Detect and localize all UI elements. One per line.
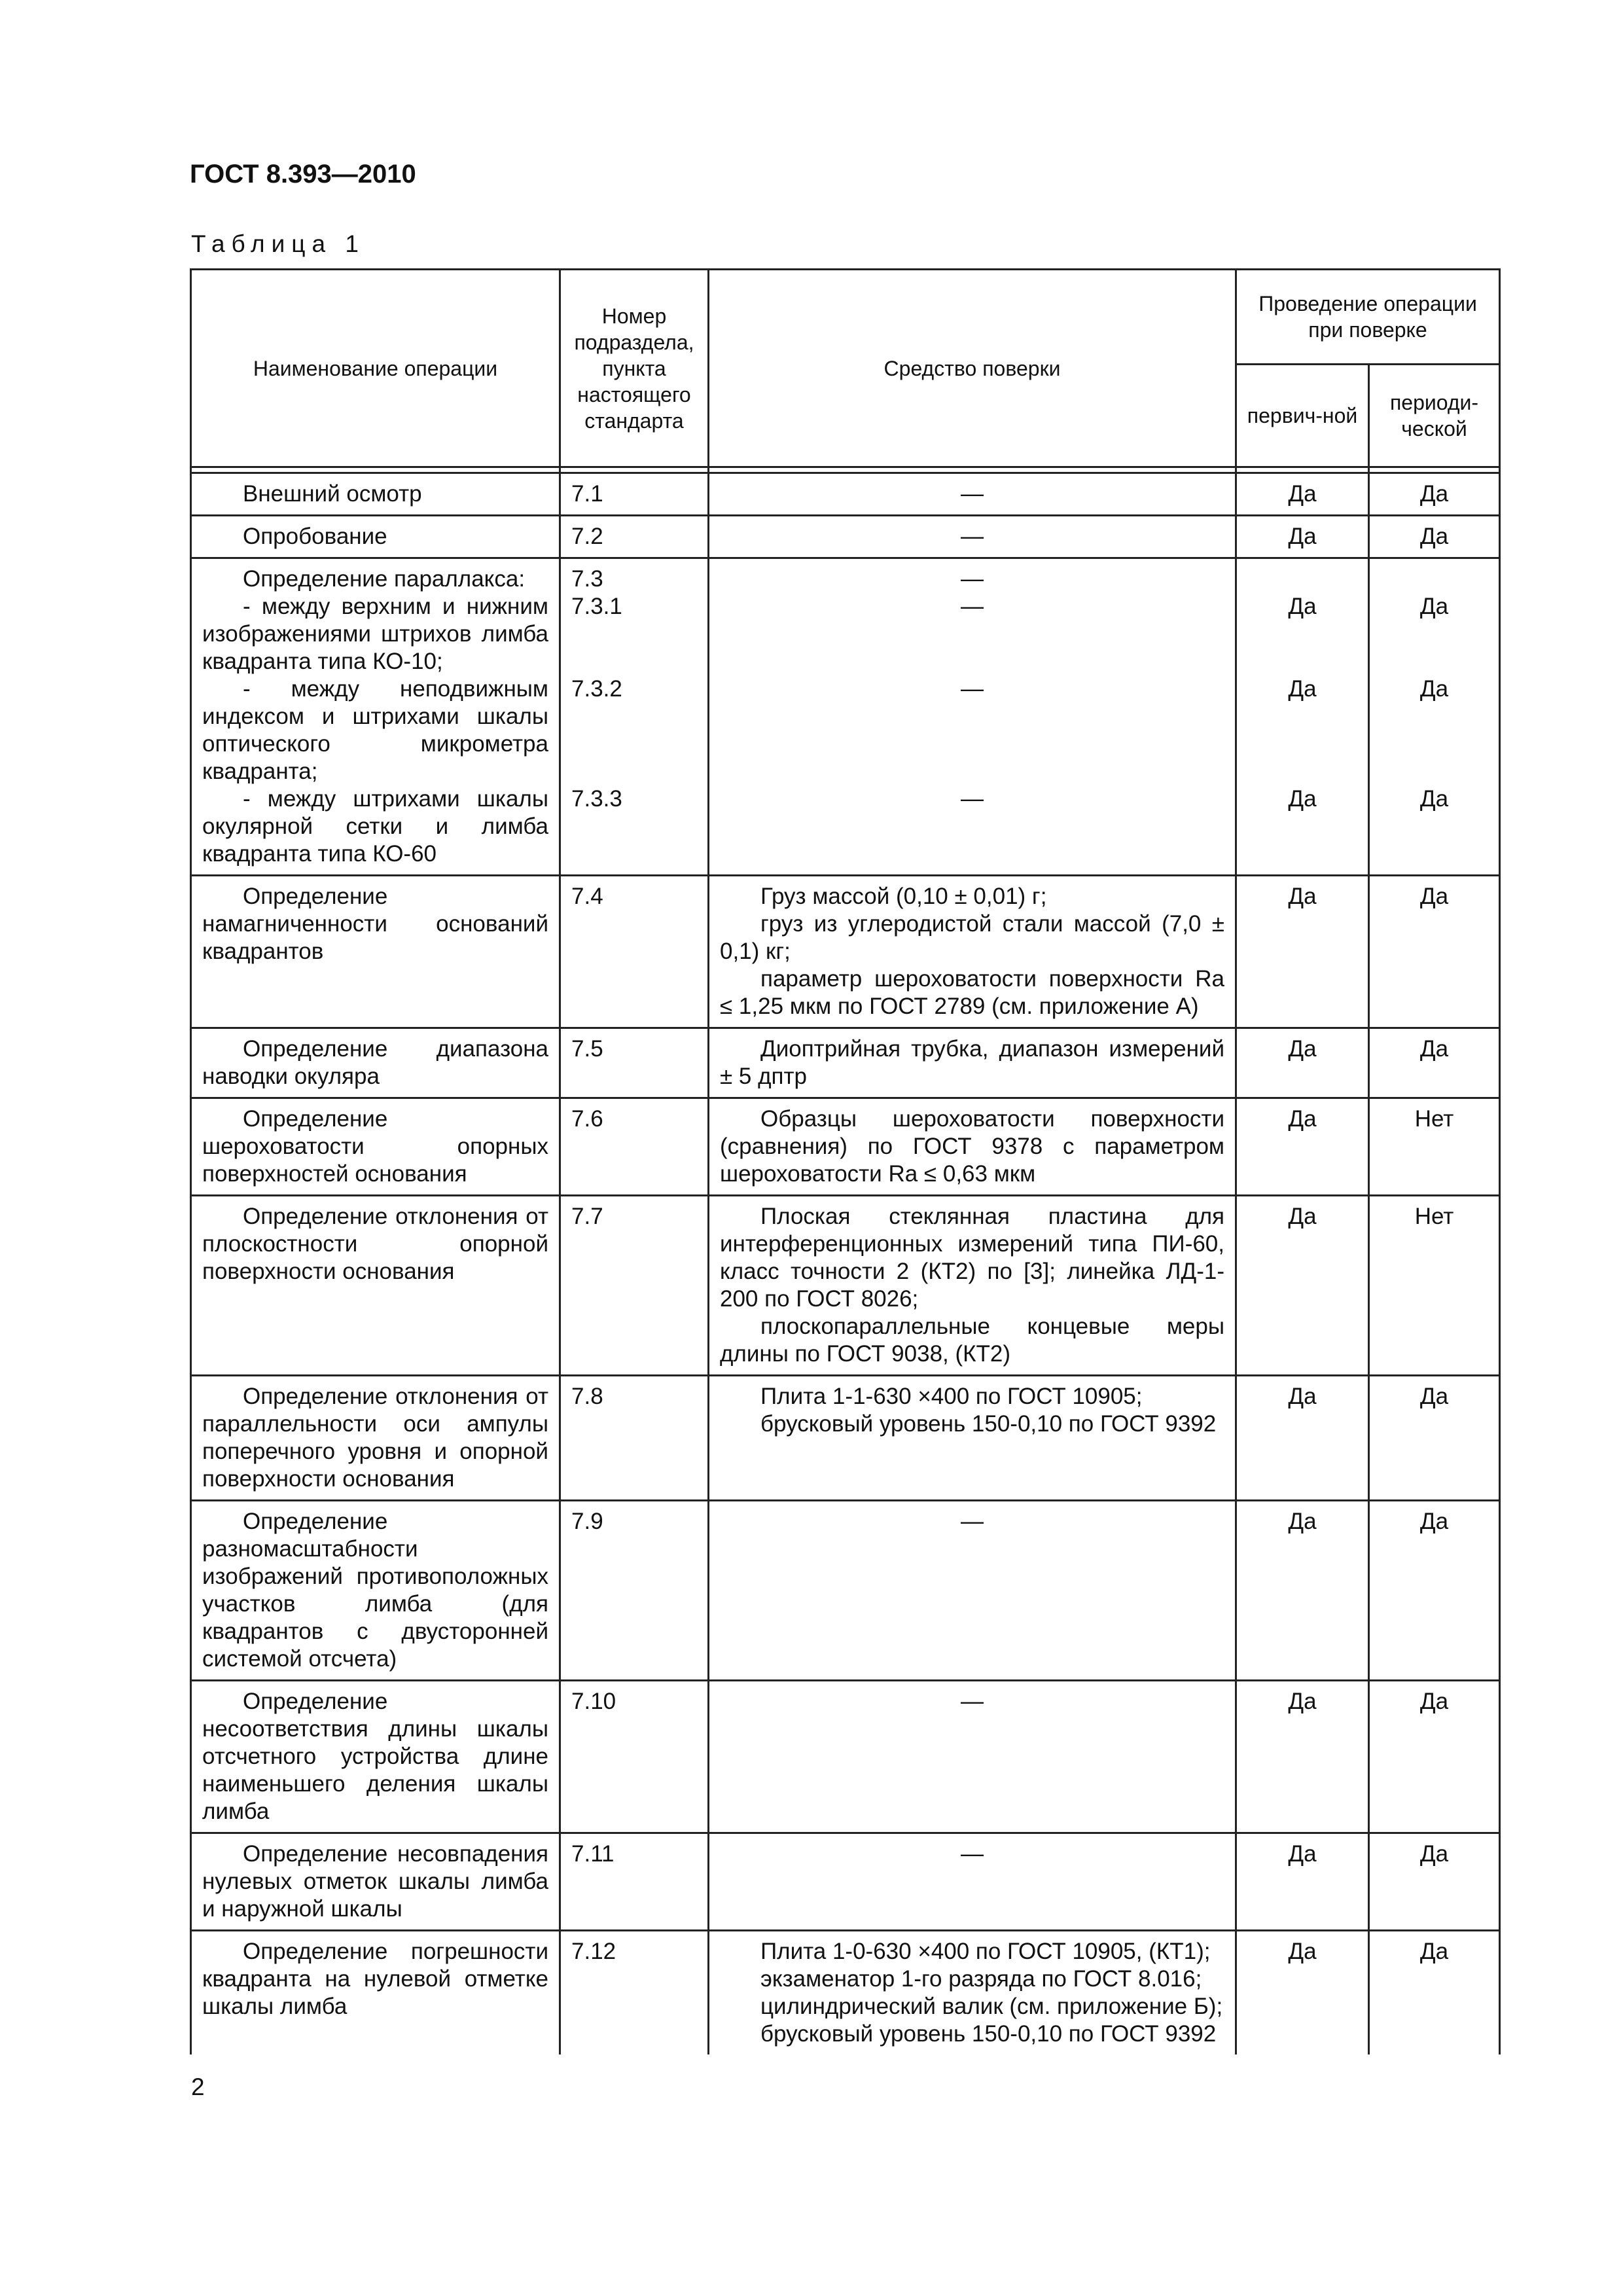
- table-row: [191, 1931, 1500, 2055]
- section-number: 7.4: [560, 876, 709, 1028]
- operation-name: Определение несовпадения нулевых отметок шкалы лимба и наружной шкалы: [191, 1833, 560, 1931]
- periodic-value: Да: [1369, 1833, 1500, 1931]
- header-periodic: периоди-ческой: [1369, 365, 1500, 467]
- table-row: [191, 1376, 1500, 1501]
- operation-name: Определение несоответствия длины шкалы отсчетного устройства длине наименьшего деления шкалы лимба: [191, 1681, 560, 1833]
- verification-tool: Образцы шероховатости поверхности (сравнения) по ГОСТ 9378 с параметром шероховатости Ra ≤ 0,63 мкм: [709, 1098, 1236, 1196]
- header-conduct: Проведение операции при поверке: [1236, 270, 1500, 365]
- section-number: 7.12: [560, 1931, 709, 2055]
- primary-value: Да: [1236, 1376, 1369, 1501]
- operation-name: Определение отклонения от параллельности оси ампулы поперечного уровня и опорной поверхности основания: [191, 1376, 560, 1501]
- header-section-number: Номер подраздела, пункта настоящего стандарта: [560, 270, 709, 467]
- section-number: 7.11: [560, 1833, 709, 1931]
- verification-tool: —: [709, 1501, 1236, 1681]
- table-row: [191, 1681, 1500, 1833]
- periodic-value: Нет: [1369, 1196, 1500, 1376]
- periodic-value: Да: [1369, 516, 1500, 558]
- table-row: [191, 473, 1500, 516]
- operation-name: [191, 558, 560, 876]
- primary-value: Да: [1236, 473, 1369, 516]
- operation-name: Определение погрешности квадранта на нулевой отметке шкалы лимба: [191, 1931, 560, 2055]
- section-number: 7.3 7.3.1 7.3.2 7.3.3: [560, 558, 709, 876]
- verification-tool: Диоптрийная трубка, диапазон измерений ± 5 дптр: [709, 1028, 1236, 1098]
- operation-name: Определение намагниченности оснований квадрантов: [191, 876, 560, 1028]
- operations-table: [190, 268, 1501, 2054]
- primary-value: Да: [1236, 1098, 1369, 1196]
- section-number: 7.8: [560, 1376, 709, 1501]
- parallax-sub-3: - между штрихами шкалы окулярной сетки и лимба квадранта типа КО-60: [202, 786, 548, 867]
- parallax-sub-1: - между верхним и нижним изображениями штрихов лимба квадранта типа КО-10;: [202, 594, 548, 674]
- verification-tool: —: [709, 1681, 1236, 1833]
- table-caption: Таблица 1: [191, 230, 365, 257]
- table-row: [191, 1833, 1500, 1931]
- section-number: 7.5: [560, 1028, 709, 1098]
- section-number: 7.2: [560, 516, 709, 558]
- verification-tool: Плита 1-0-630 ×400 по ГОСТ 10905, (КТ1); экзаменатор 1-го разряда по ГОСТ 8.016; цилиндрический валик (см. приложение Б); брусковый уровень 150-0,10 по ГОСТ 9392: [709, 1931, 1236, 2055]
- primary-value: Да: [1236, 1196, 1369, 1376]
- table-row: [191, 558, 1500, 876]
- parallax-title: Определение параллакса:: [243, 566, 526, 592]
- section-number: 7.6: [560, 1098, 709, 1196]
- header-verification-tool: Средство поверки: [709, 270, 1236, 467]
- primary-value: Да Да Да: [1236, 558, 1369, 876]
- parallax-sub-2: - между неподвижным индексом и штрихами шкалы оптического микрометра квадранта;: [202, 676, 548, 784]
- operation-name: Определение шероховатости опорных поверхностей основания: [191, 1098, 560, 1196]
- header-primary: первич-ной: [1236, 365, 1369, 467]
- operation-name: Внешний осмотр: [191, 473, 560, 516]
- verification-tool: — — — —: [709, 558, 1236, 876]
- periodic-value: Да: [1369, 1681, 1500, 1833]
- table-row: [191, 1501, 1500, 1681]
- verification-tool: Плита 1-1-630 ×400 по ГОСТ 10905; брусковый уровень 150-0,10 по ГОСТ 9392: [709, 1376, 1236, 1501]
- section-number: 7.10: [560, 1681, 709, 1833]
- primary-value: Да: [1236, 1833, 1369, 1931]
- verification-tool: —: [709, 473, 1236, 516]
- periodic-value: Да Да Да: [1369, 558, 1500, 876]
- verification-tool: —: [709, 516, 1236, 558]
- periodic-value: Да: [1369, 473, 1500, 516]
- primary-value: Да: [1236, 1028, 1369, 1098]
- primary-value: Да: [1236, 876, 1369, 1028]
- verification-tool: Груз массой (0,10 ± 0,01) г; груз из углеродистой стали массой (7,0 ± 0,1) кг; параметр шероховатости поверхности Ra ≤ 1,25 мкм по ГОСТ 2789 (см. приложение А): [709, 876, 1236, 1028]
- section-number: 7.9: [560, 1501, 709, 1681]
- header-operation-name: Наименование операции: [191, 270, 560, 467]
- table-row: [191, 1028, 1500, 1098]
- verification-tool: —: [709, 1833, 1236, 1931]
- periodic-value: Нет: [1369, 1098, 1500, 1196]
- periodic-value: Да: [1369, 1501, 1500, 1681]
- periodic-value: Да: [1369, 1376, 1500, 1501]
- operation-name: Определение отклонения от плоскостности опорной поверхности основания: [191, 1196, 560, 1376]
- operation-name: Определение разномасштабности изображений противоположных участков лимба (для квадрантов с двусторонней системой отсчета): [191, 1501, 560, 1681]
- section-number: 7.1: [560, 473, 709, 516]
- verification-tool: Плоская стеклянная пластина для интерференционных измерений типа ПИ-60, класс точности 2 (КТ2) по [3]; линейка ЛД-1-200 по ГОСТ 8026; плоскопараллельные концевые меры длины по ГОСТ 9038, (КТ2): [709, 1196, 1236, 1376]
- periodic-value: Да: [1369, 1028, 1500, 1098]
- table-row: [191, 516, 1500, 558]
- periodic-value: Да: [1369, 876, 1500, 1028]
- periodic-value: Да: [1369, 1931, 1500, 2055]
- table-row: [191, 876, 1500, 1028]
- document-id: ГОСТ 8.393—2010: [190, 160, 416, 188]
- table-row: [191, 1098, 1500, 1196]
- section-number: 7.7: [560, 1196, 709, 1376]
- primary-value: Да: [1236, 1501, 1369, 1681]
- primary-value: Да: [1236, 516, 1369, 558]
- table-row: [191, 1196, 1500, 1376]
- operation-name: Опробование: [191, 516, 560, 558]
- operation-name: Определение диапазона наводки окуляра: [191, 1028, 560, 1098]
- primary-value: Да: [1236, 1681, 1369, 1833]
- page-number: 2: [191, 2073, 205, 2100]
- primary-value: Да: [1236, 1931, 1369, 2055]
